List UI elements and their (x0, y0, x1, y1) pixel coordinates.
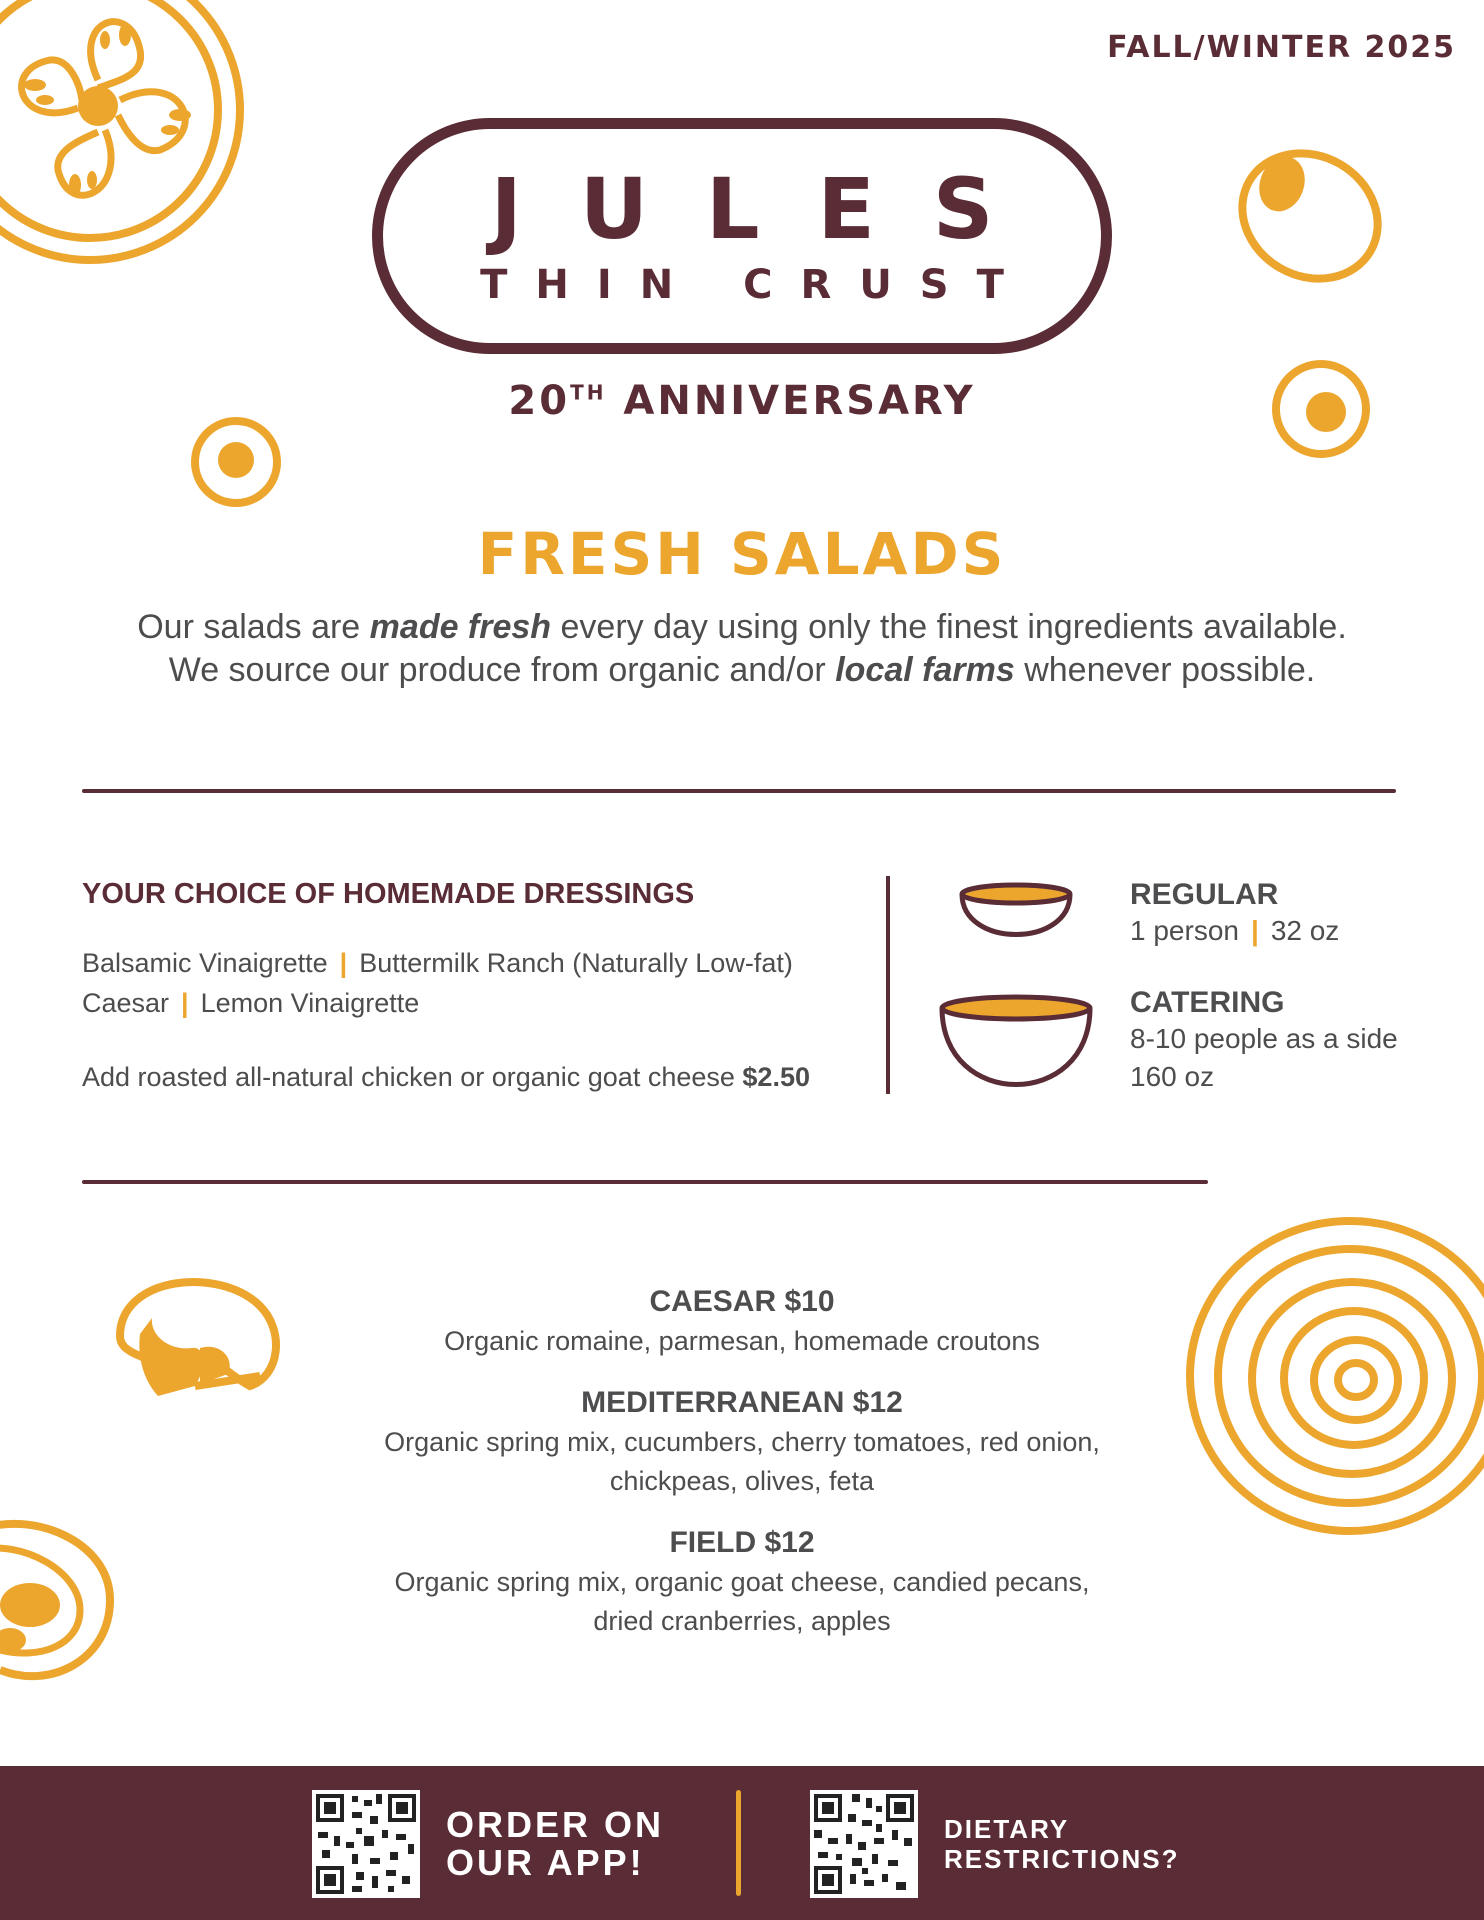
size-people: 8-10 people as a side (1130, 1023, 1398, 1054)
size-catering (1130, 986, 1398, 1096)
size-detail: 1 person | 32 oz (1130, 915, 1340, 946)
qr-code-icon[interactable] (810, 1790, 918, 1898)
dressing-option: Lemon Vinaigrette (200, 988, 420, 1018)
size-volume: 160 oz (1130, 1061, 1215, 1092)
dressing-option: Balsamic Vinaigrette (82, 948, 328, 978)
salad-list (300, 1282, 1184, 1663)
anniversary-number: 20 (508, 378, 571, 424)
brand-title: JULES (490, 160, 1052, 258)
item-description: Organic spring mix, organic goat cheese, candied pecans, (394, 1567, 1090, 1597)
item-description: Organic spring mix, cucumbers, cherry tomatoes, red onion, (384, 1427, 1100, 1457)
section-title: FRESH SALADS (477, 520, 1007, 588)
tomato-slice-icon (0, 0, 270, 280)
bowl-icon (956, 880, 1076, 960)
intro-text (60, 606, 1424, 692)
item-name: MEDITERRANEAN $12 (581, 1386, 903, 1419)
olive-icon (186, 412, 286, 512)
item-description: dried cranberries, apples (593, 1606, 891, 1636)
item-name: FIELD $12 (669, 1526, 815, 1559)
dietary-restrictions-cta[interactable]: DIETARY RESTRICTIONS? (944, 1814, 1180, 1874)
anniversary-word: ANNIVERSARY (623, 378, 976, 424)
divider (82, 789, 1396, 793)
addon-price: $2.50 (742, 1062, 810, 1092)
anniversary-label (372, 378, 1112, 424)
anniversary-suffix: TH (570, 380, 607, 405)
dressing-options-line-2: Caesar | Lemon Vinaigrette (82, 988, 420, 1018)
size-name: CATERING (1130, 986, 1285, 1019)
dressing-option: Caesar (82, 988, 170, 1018)
season-label: FALL/WINTER 2025 (1107, 30, 1456, 65)
menu-item (300, 1383, 1184, 1501)
olive-icon (1266, 354, 1376, 464)
footer-divider (736, 1790, 741, 1896)
order-app-cta[interactable]: ORDER ON OUR APP! (446, 1804, 665, 1883)
onion-ring-icon (1160, 1206, 1484, 1556)
size-name: REGULAR (1130, 878, 1279, 911)
item-name: CAESAR $10 (649, 1285, 835, 1318)
intro-line-1: Our salads are made fresh every day using only the finest ingredients available. (137, 608, 1347, 646)
dressing-option: Buttermilk Ranch (Naturally Low-fat) (359, 948, 793, 978)
brand-subtitle: THIN CRUST (480, 262, 1032, 308)
dressings-heading: YOUR CHOICE OF HOMEMADE DRESSINGS (82, 878, 695, 910)
mushroom-icon (100, 1256, 290, 1436)
mushroom-icon (0, 1510, 150, 1690)
olive-icon (1220, 136, 1400, 296)
qr-code-icon[interactable] (312, 1790, 420, 1898)
menu-item (300, 1282, 1184, 1361)
menu-item (300, 1523, 1184, 1641)
vertical-divider (886, 876, 890, 1094)
addon-text: Add roasted all-natural chicken or organic goat cheese $2.50 (82, 1062, 810, 1092)
intro-line-2: We source our produce from organic and/or local farms whenever possible. (168, 651, 1316, 689)
dressing-options-line-1: Balsamic Vinaigrette | Buttermilk Ranch (Naturally Low-fat) (82, 948, 793, 978)
item-description: Organic romaine, parmesan, homemade croutons (444, 1326, 1040, 1356)
bowl-icon (936, 990, 1096, 1094)
footer-bar (0, 1766, 1484, 1920)
item-description: chickpeas, olives, feta (609, 1466, 875, 1496)
divider (82, 1180, 1208, 1184)
size-regular (1130, 878, 1339, 950)
